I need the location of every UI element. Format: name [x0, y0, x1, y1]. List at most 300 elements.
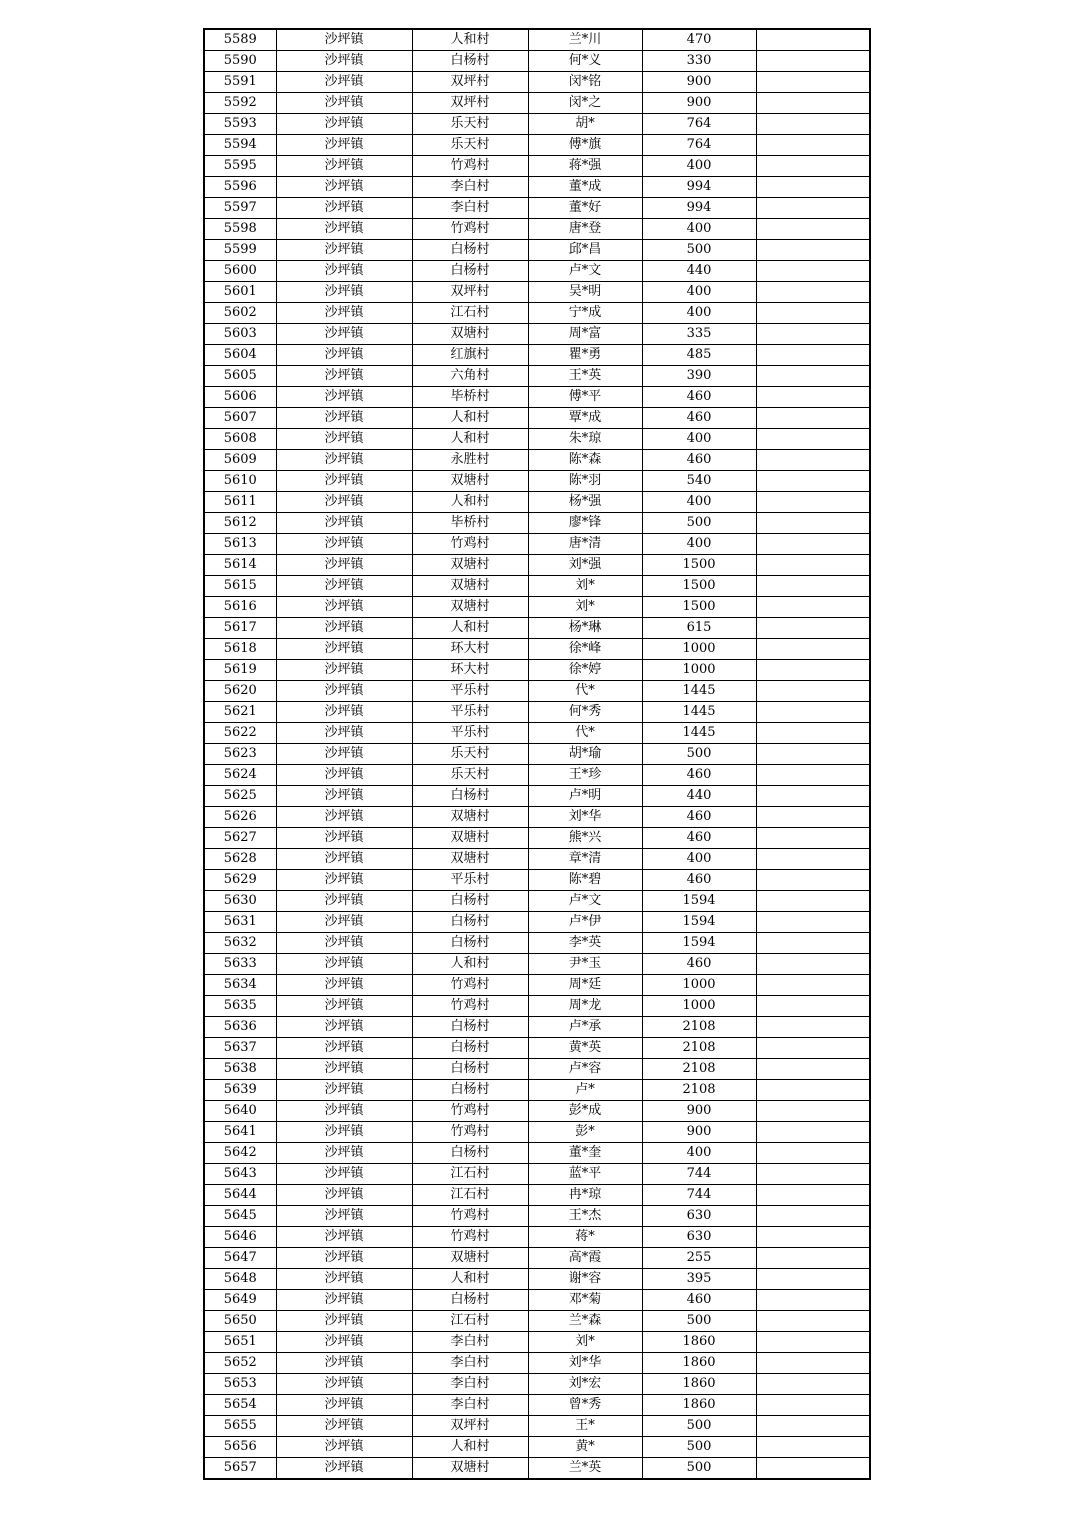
town-cell: 沙坪镇: [276, 471, 412, 492]
amount-cell: 1445: [642, 723, 756, 744]
village-cell: 红旗村: [412, 345, 528, 366]
village-cell: 人和村: [412, 618, 528, 639]
remark-cell: [756, 1458, 870, 1480]
table-row: [204, 282, 870, 303]
name-cell: 刘*: [528, 597, 642, 618]
table-body: [204, 29, 870, 1479]
town-cell: 沙坪镇: [276, 597, 412, 618]
table-row: [204, 954, 870, 975]
town-cell: 沙坪镇: [276, 1185, 412, 1206]
table-row: [204, 555, 870, 576]
village-cell: 平乐村: [412, 681, 528, 702]
row-number-cell: 5635: [204, 996, 276, 1017]
row-number-cell: 5600: [204, 261, 276, 282]
town-cell: 沙坪镇: [276, 849, 412, 870]
name-cell: 闵*之: [528, 93, 642, 114]
village-cell: 江石村: [412, 303, 528, 324]
remark-cell: [756, 576, 870, 597]
remark-cell: [756, 1122, 870, 1143]
town-cell: 沙坪镇: [276, 1080, 412, 1101]
table-row: [204, 1164, 870, 1185]
amount-cell: 1000: [642, 975, 756, 996]
name-cell: 黄*: [528, 1437, 642, 1458]
village-cell: 毕桥村: [412, 387, 528, 408]
amount-cell: 540: [642, 471, 756, 492]
name-cell: 刘*: [528, 576, 642, 597]
village-cell: 人和村: [412, 954, 528, 975]
village-cell: 白杨村: [412, 912, 528, 933]
village-cell: 双坪村: [412, 93, 528, 114]
table-row: [204, 303, 870, 324]
table-row: [204, 849, 870, 870]
table-row: [204, 702, 870, 723]
name-cell: 王*珍: [528, 765, 642, 786]
name-cell: 徐*峰: [528, 639, 642, 660]
remark-cell: [756, 1227, 870, 1248]
town-cell: 沙坪镇: [276, 387, 412, 408]
remark-cell: [756, 555, 870, 576]
remark-cell: [756, 828, 870, 849]
name-cell: 朱*琼: [528, 429, 642, 450]
row-number-cell: 5603: [204, 324, 276, 345]
town-cell: 沙坪镇: [276, 51, 412, 72]
town-cell: 沙坪镇: [276, 1227, 412, 1248]
row-number-cell: 5644: [204, 1185, 276, 1206]
town-cell: 沙坪镇: [276, 1353, 412, 1374]
row-number-cell: 5633: [204, 954, 276, 975]
town-cell: 沙坪镇: [276, 1374, 412, 1395]
name-cell: 陈*森: [528, 450, 642, 471]
table-row: [204, 534, 870, 555]
table-row: [204, 723, 870, 744]
name-cell: 胡*瑜: [528, 744, 642, 765]
amount-cell: 500: [642, 1416, 756, 1437]
amount-cell: 1500: [642, 576, 756, 597]
row-number-cell: 5619: [204, 660, 276, 681]
amount-cell: 994: [642, 177, 756, 198]
name-cell: 王*英: [528, 366, 642, 387]
row-number-cell: 5628: [204, 849, 276, 870]
amount-cell: 400: [642, 303, 756, 324]
amount-cell: 1500: [642, 555, 756, 576]
amount-cell: 400: [642, 282, 756, 303]
name-cell: 代*: [528, 681, 642, 702]
remark-cell: [756, 114, 870, 135]
name-cell: 彭*成: [528, 1101, 642, 1122]
name-cell: 卢*: [528, 1080, 642, 1101]
name-cell: 彭*: [528, 1122, 642, 1143]
name-cell: 周*廷: [528, 975, 642, 996]
remark-cell: [756, 1038, 870, 1059]
remark-cell: [756, 492, 870, 513]
amount-cell: 500: [642, 744, 756, 765]
town-cell: 沙坪镇: [276, 1206, 412, 1227]
row-number-cell: 5611: [204, 492, 276, 513]
village-cell: 人和村: [412, 1437, 528, 1458]
table-row: [204, 807, 870, 828]
remark-cell: [756, 1059, 870, 1080]
row-number-cell: 5593: [204, 114, 276, 135]
name-cell: 刘*强: [528, 555, 642, 576]
remark-cell: [756, 240, 870, 261]
town-cell: 沙坪镇: [276, 933, 412, 954]
town-cell: 沙坪镇: [276, 1164, 412, 1185]
village-cell: 李白村: [412, 177, 528, 198]
village-cell: 江石村: [412, 1311, 528, 1332]
table-row: [204, 891, 870, 912]
name-cell: 邓*菊: [528, 1290, 642, 1311]
remark-cell: [756, 1437, 870, 1458]
village-cell: 环大村: [412, 639, 528, 660]
row-number-cell: 5632: [204, 933, 276, 954]
table-row: [204, 1080, 870, 1101]
town-cell: 沙坪镇: [276, 29, 412, 51]
village-cell: 白杨村: [412, 1038, 528, 1059]
row-number-cell: 5624: [204, 765, 276, 786]
row-number-cell: 5636: [204, 1017, 276, 1038]
village-cell: 平乐村: [412, 723, 528, 744]
name-cell: 傅*旗: [528, 135, 642, 156]
name-cell: 宁*成: [528, 303, 642, 324]
table-row: [204, 1248, 870, 1269]
remark-cell: [756, 1206, 870, 1227]
name-cell: 刘*华: [528, 807, 642, 828]
remark-cell: [756, 954, 870, 975]
town-cell: 沙坪镇: [276, 1122, 412, 1143]
town-cell: 沙坪镇: [276, 513, 412, 534]
table-row: [204, 933, 870, 954]
table-row: [204, 72, 870, 93]
town-cell: 沙坪镇: [276, 1395, 412, 1416]
village-cell: 乐天村: [412, 744, 528, 765]
name-cell: 代*: [528, 723, 642, 744]
town-cell: 沙坪镇: [276, 639, 412, 660]
remark-cell: [756, 177, 870, 198]
town-cell: 沙坪镇: [276, 198, 412, 219]
amount-cell: 1000: [642, 660, 756, 681]
amount-cell: 1445: [642, 681, 756, 702]
amount-cell: 615: [642, 618, 756, 639]
amount-cell: 500: [642, 513, 756, 534]
remark-cell: [756, 93, 870, 114]
village-cell: 白杨村: [412, 240, 528, 261]
table-row: [204, 387, 870, 408]
name-cell: 高*霞: [528, 1248, 642, 1269]
row-number-cell: 5605: [204, 366, 276, 387]
village-cell: 白杨村: [412, 1290, 528, 1311]
village-cell: 双塘村: [412, 471, 528, 492]
amount-cell: 744: [642, 1164, 756, 1185]
remark-cell: [756, 1185, 870, 1206]
row-number-cell: 5629: [204, 870, 276, 891]
town-cell: 沙坪镇: [276, 1311, 412, 1332]
table-row: [204, 513, 870, 534]
name-cell: 李*英: [528, 933, 642, 954]
remark-cell: [756, 282, 870, 303]
remark-cell: [756, 219, 870, 240]
town-cell: 沙坪镇: [276, 1059, 412, 1080]
village-cell: 白杨村: [412, 261, 528, 282]
town-cell: 沙坪镇: [276, 282, 412, 303]
remark-cell: [756, 135, 870, 156]
town-cell: 沙坪镇: [276, 681, 412, 702]
name-cell: 黄*英: [528, 1038, 642, 1059]
remark-cell: [756, 1374, 870, 1395]
remark-cell: [756, 1290, 870, 1311]
row-number-cell: 5650: [204, 1311, 276, 1332]
name-cell: 卢*容: [528, 1059, 642, 1080]
row-number-cell: 5598: [204, 219, 276, 240]
row-number-cell: 5615: [204, 576, 276, 597]
row-number-cell: 5612: [204, 513, 276, 534]
row-number-cell: 5651: [204, 1332, 276, 1353]
village-cell: 人和村: [412, 429, 528, 450]
name-cell: 瞿*勇: [528, 345, 642, 366]
amount-cell: 500: [642, 1437, 756, 1458]
village-cell: 乐天村: [412, 135, 528, 156]
remark-cell: [756, 471, 870, 492]
village-cell: 白杨村: [412, 891, 528, 912]
name-cell: 曾*秀: [528, 1395, 642, 1416]
name-cell: 兰*森: [528, 1311, 642, 1332]
town-cell: 沙坪镇: [276, 576, 412, 597]
amount-cell: 460: [642, 408, 756, 429]
amount-cell: 460: [642, 954, 756, 975]
town-cell: 沙坪镇: [276, 744, 412, 765]
remark-cell: [756, 639, 870, 660]
village-cell: 双塘村: [412, 807, 528, 828]
table-row: [204, 135, 870, 156]
amount-cell: 500: [642, 240, 756, 261]
row-number-cell: 5604: [204, 345, 276, 366]
amount-cell: 994: [642, 198, 756, 219]
town-cell: 沙坪镇: [276, 177, 412, 198]
amount-cell: 1500: [642, 597, 756, 618]
amount-cell: 1000: [642, 996, 756, 1017]
row-number-cell: 5641: [204, 1122, 276, 1143]
table-row: [204, 324, 870, 345]
remark-cell: [756, 51, 870, 72]
table-row: [204, 912, 870, 933]
town-cell: 沙坪镇: [276, 1017, 412, 1038]
name-cell: 蓝*平: [528, 1164, 642, 1185]
table-row: [204, 618, 870, 639]
town-cell: 沙坪镇: [276, 786, 412, 807]
village-cell: 平乐村: [412, 870, 528, 891]
row-number-cell: 5637: [204, 1038, 276, 1059]
name-cell: 杨*琳: [528, 618, 642, 639]
town-cell: 沙坪镇: [276, 765, 412, 786]
name-cell: 兰*川: [528, 29, 642, 51]
amount-cell: 440: [642, 786, 756, 807]
village-cell: 竹鸡村: [412, 996, 528, 1017]
row-number-cell: 5599: [204, 240, 276, 261]
remark-cell: [756, 597, 870, 618]
remark-cell: [756, 324, 870, 345]
amount-cell: 1594: [642, 912, 756, 933]
table-row: [204, 1458, 870, 1480]
table-row: [204, 1332, 870, 1353]
village-cell: 人和村: [412, 1269, 528, 1290]
table-row: [204, 492, 870, 513]
remark-cell: [756, 387, 870, 408]
name-cell: 王*杰: [528, 1206, 642, 1227]
remark-cell: [756, 345, 870, 366]
table-row: [204, 1395, 870, 1416]
table-row: [204, 681, 870, 702]
table-row: [204, 114, 870, 135]
amount-cell: 460: [642, 1290, 756, 1311]
row-number-cell: 5657: [204, 1458, 276, 1480]
village-cell: 李白村: [412, 198, 528, 219]
name-cell: 尹*玉: [528, 954, 642, 975]
table-row: [204, 1290, 870, 1311]
name-cell: 熊*兴: [528, 828, 642, 849]
amount-cell: 1860: [642, 1395, 756, 1416]
remark-cell: [756, 72, 870, 93]
row-number-cell: 5607: [204, 408, 276, 429]
village-cell: 竹鸡村: [412, 1101, 528, 1122]
table-row: [204, 786, 870, 807]
row-number-cell: 5614: [204, 555, 276, 576]
row-number-cell: 5653: [204, 1374, 276, 1395]
town-cell: 沙坪镇: [276, 1269, 412, 1290]
row-number-cell: 5642: [204, 1143, 276, 1164]
amount-cell: 460: [642, 387, 756, 408]
data-table: [203, 28, 871, 1480]
row-number-cell: 5621: [204, 702, 276, 723]
row-number-cell: 5609: [204, 450, 276, 471]
town-cell: 沙坪镇: [276, 555, 412, 576]
table-row: [204, 1143, 870, 1164]
name-cell: 傅*平: [528, 387, 642, 408]
remark-cell: [756, 429, 870, 450]
name-cell: 兰*英: [528, 1458, 642, 1480]
name-cell: 邱*昌: [528, 240, 642, 261]
name-cell: 覃*成: [528, 408, 642, 429]
table-row: [204, 1374, 870, 1395]
village-cell: 双塘村: [412, 555, 528, 576]
village-cell: 竹鸡村: [412, 975, 528, 996]
remark-cell: [756, 29, 870, 51]
row-number-cell: 5630: [204, 891, 276, 912]
row-number-cell: 5595: [204, 156, 276, 177]
town-cell: 沙坪镇: [276, 996, 412, 1017]
table-row: [204, 765, 870, 786]
table-row: [204, 408, 870, 429]
row-number-cell: 5656: [204, 1437, 276, 1458]
town-cell: 沙坪镇: [276, 534, 412, 555]
name-cell: 章*清: [528, 849, 642, 870]
amount-cell: 2108: [642, 1038, 756, 1059]
remark-cell: [756, 912, 870, 933]
name-cell: 陈*碧: [528, 870, 642, 891]
row-number-cell: 5613: [204, 534, 276, 555]
name-cell: 吴*明: [528, 282, 642, 303]
town-cell: 沙坪镇: [276, 975, 412, 996]
amount-cell: 255: [642, 1248, 756, 1269]
row-number-cell: 5617: [204, 618, 276, 639]
amount-cell: 460: [642, 870, 756, 891]
remark-cell: [756, 870, 870, 891]
table-row: [204, 177, 870, 198]
village-cell: 双坪村: [412, 72, 528, 93]
amount-cell: 500: [642, 1311, 756, 1332]
village-cell: 白杨村: [412, 933, 528, 954]
village-cell: 竹鸡村: [412, 1122, 528, 1143]
remark-cell: [756, 1164, 870, 1185]
village-cell: 毕桥村: [412, 513, 528, 534]
row-number-cell: 5592: [204, 93, 276, 114]
table-row: [204, 660, 870, 681]
remark-cell: [756, 534, 870, 555]
amount-cell: 395: [642, 1269, 756, 1290]
village-cell: 双塘村: [412, 1458, 528, 1480]
row-number-cell: 5649: [204, 1290, 276, 1311]
table-row: [204, 261, 870, 282]
table-row: [204, 639, 870, 660]
amount-cell: 400: [642, 534, 756, 555]
amount-cell: 630: [642, 1206, 756, 1227]
amount-cell: 764: [642, 135, 756, 156]
town-cell: 沙坪镇: [276, 72, 412, 93]
table-row: [204, 240, 870, 261]
amount-cell: 900: [642, 93, 756, 114]
amount-cell: 440: [642, 261, 756, 282]
row-number-cell: 5639: [204, 1080, 276, 1101]
village-cell: 环大村: [412, 660, 528, 681]
remark-cell: [756, 1143, 870, 1164]
row-number-cell: 5623: [204, 744, 276, 765]
town-cell: 沙坪镇: [276, 366, 412, 387]
table-row: [204, 1227, 870, 1248]
amount-cell: 764: [642, 114, 756, 135]
village-cell: 乐天村: [412, 114, 528, 135]
row-number-cell: 5596: [204, 177, 276, 198]
name-cell: 唐*清: [528, 534, 642, 555]
row-number-cell: 5646: [204, 1227, 276, 1248]
amount-cell: 2108: [642, 1059, 756, 1080]
remark-cell: [756, 723, 870, 744]
table-row: [204, 744, 870, 765]
name-cell: 蒋*强: [528, 156, 642, 177]
village-cell: 六角村: [412, 366, 528, 387]
name-cell: 董*成: [528, 177, 642, 198]
remark-cell: [756, 1332, 870, 1353]
remark-cell: [756, 849, 870, 870]
remark-cell: [756, 1269, 870, 1290]
town-cell: 沙坪镇: [276, 93, 412, 114]
remark-cell: [756, 660, 870, 681]
town-cell: 沙坪镇: [276, 723, 412, 744]
name-cell: 谢*容: [528, 1269, 642, 1290]
row-number-cell: 5590: [204, 51, 276, 72]
town-cell: 沙坪镇: [276, 450, 412, 471]
amount-cell: 400: [642, 849, 756, 870]
village-cell: 永胜村: [412, 450, 528, 471]
village-cell: 乐天村: [412, 765, 528, 786]
town-cell: 沙坪镇: [276, 618, 412, 639]
amount-cell: 485: [642, 345, 756, 366]
town-cell: 沙坪镇: [276, 219, 412, 240]
remark-cell: [756, 1395, 870, 1416]
row-number-cell: 5602: [204, 303, 276, 324]
name-cell: 唐*登: [528, 219, 642, 240]
amount-cell: 470: [642, 29, 756, 51]
amount-cell: 400: [642, 492, 756, 513]
amount-cell: 744: [642, 1185, 756, 1206]
amount-cell: 900: [642, 1122, 756, 1143]
